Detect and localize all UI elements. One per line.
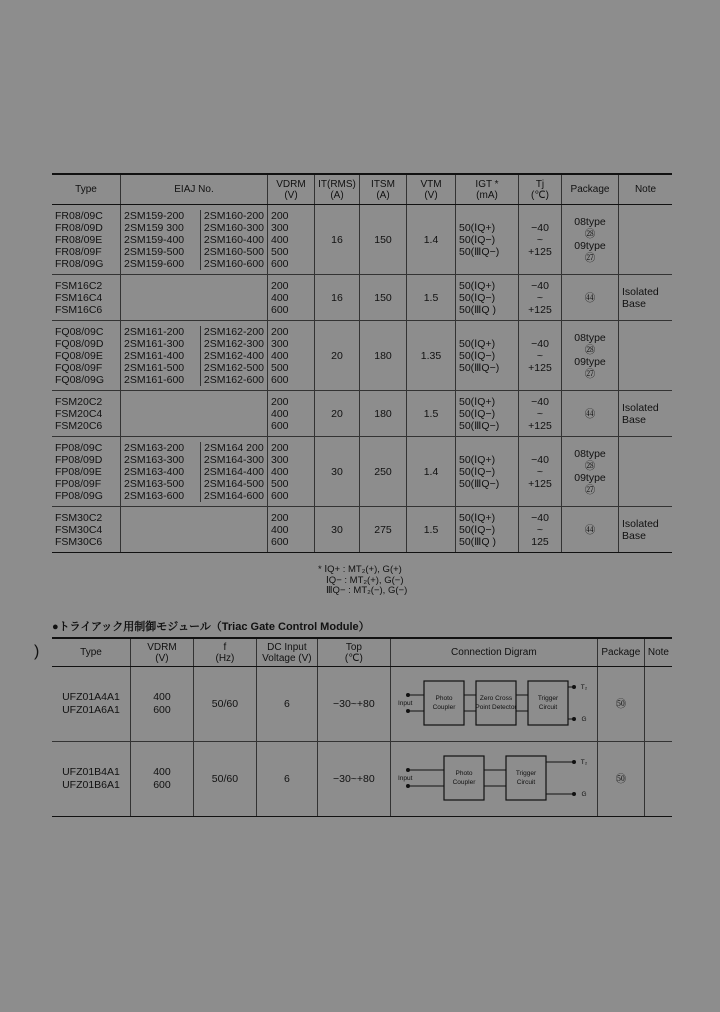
- cell-line: ~: [536, 523, 544, 536]
- cell-line: 50(ⅠQ+): [459, 337, 496, 350]
- cell-line: 50(ⅠQ−): [459, 291, 496, 304]
- cell-line: FSM30C6: [55, 535, 103, 548]
- cell-line: ㉘: [584, 227, 596, 240]
- input-terminal: [406, 693, 410, 697]
- cell-line: 600: [271, 419, 289, 432]
- cell-line: +125: [528, 245, 552, 258]
- cell-line: Isolated: [622, 285, 659, 298]
- igt-footnotes: [318, 565, 407, 597]
- cell-line: +125: [528, 477, 552, 490]
- header-vtm: VTM (V): [407, 174, 456, 205]
- eiaj-number: 2SM159-500: [124, 245, 185, 258]
- cell-line: 200: [271, 209, 289, 222]
- itsm-value: 250: [360, 437, 407, 507]
- header-frequency: f (Hz): [193, 638, 256, 667]
- cell-line: FR08/09C: [55, 209, 103, 222]
- triac-spec-body: [52, 205, 672, 553]
- cell-line: FR08/09G: [55, 257, 104, 270]
- cell-line: 400: [153, 766, 171, 778]
- note-cell: [644, 742, 672, 817]
- diagram-block: [444, 756, 484, 800]
- input-terminal: [406, 709, 410, 713]
- diagram-cell: [390, 667, 597, 742]
- cell-line: ㊹: [584, 407, 596, 420]
- cell-line: FQ08/09E: [55, 349, 103, 362]
- block-label: Photo: [435, 695, 453, 702]
- eiaj-number: 2SM162-500: [203, 361, 264, 374]
- output-label-g: G: [581, 716, 587, 723]
- cell-line: 09type: [574, 239, 606, 252]
- block-label: Zero Cross: [479, 695, 512, 702]
- eiaj-number: 2SM164-400: [203, 465, 264, 478]
- output-label-g: G: [581, 791, 587, 798]
- cell-line: ㉗: [584, 367, 596, 380]
- dc-input-value: 6: [256, 667, 317, 742]
- header-type: Type: [52, 638, 130, 667]
- eiaj-number: 2SM160-600: [203, 257, 264, 270]
- header-connection-diagram: Connection Digram: [390, 638, 597, 667]
- header-note: Note: [619, 174, 673, 205]
- eiaj-number: 2SM161-300: [124, 337, 185, 350]
- cell-line: −40: [531, 279, 549, 292]
- package-symbol: ㊿: [615, 772, 627, 785]
- cell-line: FSM30C4: [55, 523, 103, 536]
- eiaj-number: 2SM164-600: [203, 489, 264, 502]
- eiaj-number: 2SM163-500: [124, 477, 185, 490]
- eiaj-number: 2SM160-400: [203, 233, 264, 246]
- input-terminal: [406, 784, 410, 788]
- cell-line: FSM16C6: [55, 303, 103, 316]
- cell-line: 600: [271, 535, 289, 548]
- eiaj-number: 2SM159 300: [124, 221, 184, 234]
- cell-line: Base: [622, 413, 646, 426]
- cell-line: ~: [536, 233, 544, 246]
- cell-line: UFZ01B4A1: [62, 766, 120, 778]
- cell-line: 500: [271, 245, 289, 258]
- cell-line: 400: [271, 465, 289, 478]
- cell-line: 200: [271, 511, 289, 524]
- package-symbol: ㊿: [615, 697, 627, 710]
- cell-line: 600: [271, 303, 289, 316]
- note-cell: [644, 667, 672, 742]
- package-cell: [597, 742, 644, 817]
- cell-line: Base: [622, 529, 646, 542]
- cell-line: ㊹: [584, 523, 596, 536]
- footnote-line: * ⅠQ+ : MT₂(+), G(+): [318, 564, 402, 575]
- cell-line: 50(ⅢQ ): [459, 535, 496, 548]
- top-value: −30~+80: [317, 742, 390, 817]
- output-label-t2: T₂: [580, 684, 588, 691]
- frequency-value: 50/60: [193, 667, 256, 742]
- eiaj-number: 2SM160-300: [203, 221, 264, 234]
- header-vdrm: VDRM (V): [130, 638, 193, 667]
- cell-line: ~: [536, 465, 544, 478]
- package-cell: [597, 667, 644, 742]
- itsm-value: 180: [360, 391, 407, 437]
- itsm-value: 180: [360, 321, 407, 391]
- eiaj-number: 2SM160-500: [203, 245, 264, 258]
- diagram-block: [424, 681, 464, 725]
- output-terminal: [572, 760, 576, 764]
- cell-line: Isolated: [622, 517, 659, 530]
- cell-line: FSM20C4: [55, 407, 103, 420]
- eiaj-number: 2SM159-600: [124, 257, 185, 270]
- block-label: Coupler: [432, 704, 456, 711]
- table-row: [52, 667, 672, 742]
- cell-line: 09type: [574, 355, 606, 368]
- eiaj-number: 2SM159-200: [124, 209, 185, 222]
- eiaj-cell: [121, 507, 268, 553]
- cell-line: −40: [531, 395, 549, 408]
- table-row: [52, 391, 672, 437]
- itrms-value: 30: [315, 507, 360, 553]
- cell-line: ㉘: [584, 459, 596, 472]
- vtm-value: 1.5: [407, 275, 456, 321]
- eiaj-number: 2SM159-400: [124, 233, 185, 246]
- cell-line: 08type: [574, 331, 606, 344]
- cell-line: 125: [531, 535, 549, 548]
- cell-line: ㉗: [584, 483, 596, 496]
- header-itrms: IT(RMS) (A): [315, 174, 360, 205]
- itsm-value: 150: [360, 205, 407, 275]
- table-header-row: [52, 638, 672, 667]
- cell-line: +125: [528, 361, 552, 374]
- table-row: [52, 205, 672, 275]
- cell-line: 200: [271, 279, 289, 292]
- cell-line: 50(ⅢQ−): [459, 419, 500, 432]
- margin-mark: ): [34, 643, 40, 660]
- cell-line: 50(ⅠQ−): [459, 407, 496, 420]
- cell-line: ~: [536, 349, 544, 362]
- frequency-value: 50/60: [193, 742, 256, 817]
- cell-line: 200: [271, 441, 289, 454]
- cell-line: 400: [271, 407, 289, 420]
- eiaj-number: 2SM163-400: [124, 465, 185, 478]
- header-eiaj: EIAJ No.: [121, 174, 268, 205]
- table-row: [52, 321, 672, 391]
- cell-line: ㉘: [584, 343, 596, 356]
- header-note: Note: [644, 638, 672, 667]
- cell-line: 200: [271, 395, 289, 408]
- vtm-value: 1.35: [407, 321, 456, 391]
- connection-diagram: [394, 744, 590, 814]
- cell-line: 400: [271, 291, 289, 304]
- itsm-value: 275: [360, 507, 407, 553]
- eiaj-number: 2SM163-200: [124, 441, 185, 454]
- cell-line: Base: [622, 297, 646, 310]
- cell-line: 50(ⅠQ−): [459, 523, 496, 536]
- header-tj: Tj (℃): [519, 174, 562, 205]
- triac-spec-table: [52, 173, 672, 553]
- cell-line: ~: [536, 291, 544, 304]
- cell-line: UFZ01A6A1: [62, 704, 120, 716]
- cell-line: 08type: [574, 215, 606, 228]
- cell-line: 08type: [574, 447, 606, 460]
- diagram-block: [476, 681, 516, 725]
- block-label: Trigger: [515, 770, 537, 777]
- cell-line: 200: [271, 325, 289, 338]
- input-label: Input: [397, 700, 413, 707]
- cell-line: FQ08/09F: [55, 361, 103, 374]
- cell-line: 50(ⅠQ+): [459, 395, 496, 408]
- table-row: [52, 275, 672, 321]
- cell-line: 600: [153, 704, 171, 716]
- output-terminal: [572, 717, 576, 721]
- table-row: [52, 437, 672, 507]
- cell-line: FSM20C2: [55, 395, 103, 408]
- itrms-value: 16: [315, 275, 360, 321]
- diagram-block: [506, 756, 546, 800]
- block-label: Photo: [455, 770, 473, 777]
- footnote-line: ⅢQ− : MT₂(−), G(−): [326, 585, 408, 596]
- cell-line: FP08/09C: [55, 441, 103, 454]
- section-title: ●トライアック用制御モジュール（Triac Gate Control Module）: [52, 621, 370, 633]
- cell-line: 300: [271, 337, 289, 350]
- header-dc-input: DC Input Voltage (V): [256, 638, 317, 667]
- eiaj-number: 2SM161-500: [124, 361, 185, 374]
- cell-line: −40: [531, 337, 549, 350]
- diagram-block: [528, 681, 568, 725]
- cell-line: 09type: [574, 471, 606, 484]
- vtm-value: 1.5: [407, 507, 456, 553]
- eiaj-number: 2SM163-300: [124, 453, 185, 466]
- block-label: Point Detector: [475, 704, 517, 711]
- itrms-value: 20: [315, 391, 360, 437]
- cell-line: FR08/09D: [55, 221, 103, 234]
- cell-line: FSM20C6: [55, 419, 103, 432]
- cell-line: 50(ⅢQ ): [459, 303, 496, 316]
- cell-line: 400: [153, 691, 171, 703]
- eiaj-number: 2SM162-200: [203, 325, 264, 338]
- vtm-value: 1.4: [407, 205, 456, 275]
- output-terminal: [572, 792, 576, 796]
- cell-line: 50(ⅠQ+): [459, 511, 496, 524]
- cell-line: Isolated: [622, 401, 659, 414]
- header-vdrm: VDRM (V): [268, 174, 315, 205]
- cell-line: 50(ⅢQ−): [459, 477, 500, 490]
- cell-line: UFZ01A4A1: [62, 691, 120, 703]
- cell-line: FP08/09D: [55, 453, 103, 466]
- table-header-row: [52, 174, 672, 205]
- cell-line: 300: [271, 453, 289, 466]
- eiaj-number: 2SM162-400: [203, 349, 264, 362]
- cell-line: 50(ⅢQ−): [459, 361, 500, 374]
- cell-line: −40: [531, 511, 549, 524]
- eiaj-cell: [121, 321, 268, 391]
- cell-line: FSM30C2: [55, 511, 103, 524]
- connection-diagram: [394, 669, 590, 739]
- cell-line: 50(ⅠQ+): [459, 279, 496, 292]
- header-package: Package: [562, 174, 619, 205]
- cell-line: FR08/09F: [55, 245, 102, 258]
- input-label: Input: [397, 775, 413, 782]
- cell-line: UFZ01B6A1: [62, 779, 120, 791]
- cell-line: 50(ⅠQ+): [459, 221, 496, 234]
- eiaj-number: 2SM162-300: [203, 337, 264, 350]
- cell-line: FSM16C2: [55, 279, 103, 292]
- eiaj-number: 2SM164 200: [204, 441, 264, 454]
- cell-line: FP08/09E: [55, 465, 102, 478]
- cell-line: 50(ⅠQ−): [459, 233, 496, 246]
- cell-line: −40: [531, 221, 549, 234]
- footnote-line: ⅠQ− : MT₂(+), G(−): [326, 574, 404, 586]
- eiaj-number: 2SM161-400: [124, 349, 185, 362]
- output-terminal: [572, 685, 576, 689]
- cell-line: +125: [528, 419, 552, 432]
- eiaj-number: 2SM163-600: [124, 489, 185, 502]
- itrms-value: 30: [315, 437, 360, 507]
- eiaj-cell: [121, 275, 268, 321]
- cell-line: 50(ⅠQ−): [459, 465, 496, 478]
- gate-module-table: [52, 637, 672, 817]
- header-type: Type: [52, 174, 121, 205]
- eiaj-cell: [121, 205, 268, 275]
- cell-line: 600: [153, 779, 171, 791]
- block-label: Coupler: [452, 779, 476, 786]
- itrms-value: 20: [315, 321, 360, 391]
- cell-line: FQ08/09C: [55, 325, 104, 338]
- cell-line: 50(ⅠQ−): [459, 349, 496, 362]
- cell-line: ~: [536, 407, 544, 420]
- block-label: Circuit: [516, 779, 536, 786]
- cell-line: ㉗: [584, 251, 596, 264]
- cell-line: +125: [528, 303, 552, 316]
- cell-line: 50(ⅢQ−): [459, 245, 500, 258]
- eiaj-number: 2SM161-200: [124, 325, 185, 338]
- eiaj-number: 2SM161-600: [124, 373, 185, 386]
- cell-line: FQ08/09D: [55, 337, 104, 350]
- eiaj-number: 2SM164-500: [203, 477, 264, 490]
- cell-line: FR08/09E: [55, 233, 103, 246]
- diagram-cell: [390, 742, 597, 817]
- vtm-value: 1.5: [407, 391, 456, 437]
- eiaj-cell: [121, 437, 268, 507]
- cell-line: 400: [271, 349, 289, 362]
- cell-line: ㊹: [584, 291, 596, 304]
- cell-line: 600: [271, 489, 289, 502]
- header-top: Top (℃): [317, 638, 390, 667]
- cell-line: 500: [271, 477, 289, 490]
- cell-line: 300: [271, 221, 289, 234]
- table-row: [52, 507, 672, 553]
- block-label: Trigger: [537, 695, 559, 702]
- output-label-t2: T₂: [580, 759, 588, 766]
- cell-line: FQ08/09G: [55, 373, 105, 386]
- cell-line: 400: [271, 523, 289, 536]
- cell-line: 400: [271, 233, 289, 246]
- eiaj-cell: [121, 391, 268, 437]
- itsm-value: 150: [360, 275, 407, 321]
- cell-line: FP08/09F: [55, 477, 102, 490]
- header-igt: IGT * (mA): [456, 174, 519, 205]
- dc-input-value: 6: [256, 742, 317, 817]
- vtm-value: 1.4: [407, 437, 456, 507]
- header-package: Package: [597, 638, 644, 667]
- cell-line: 500: [271, 361, 289, 374]
- cell-line: FSM16C4: [55, 291, 103, 304]
- cell-line: 50(ⅠQ+): [459, 453, 496, 466]
- itrms-value: 16: [315, 205, 360, 275]
- cell-line: −40: [531, 453, 549, 466]
- input-terminal: [406, 768, 410, 772]
- block-label: Circuit: [538, 704, 558, 711]
- cell-line: FP08/09G: [55, 489, 103, 502]
- table-row: [52, 742, 672, 817]
- header-itsm: ITSM (A): [360, 174, 407, 205]
- cell-line: 600: [271, 373, 289, 386]
- eiaj-number: 2SM160-200: [203, 209, 264, 222]
- top-value: −30~+80: [317, 667, 390, 742]
- eiaj-number: 2SM162-600: [203, 373, 264, 386]
- cell-line: 600: [271, 257, 289, 270]
- gate-module-body: [52, 667, 672, 817]
- eiaj-number: 2SM164-300: [203, 453, 264, 466]
